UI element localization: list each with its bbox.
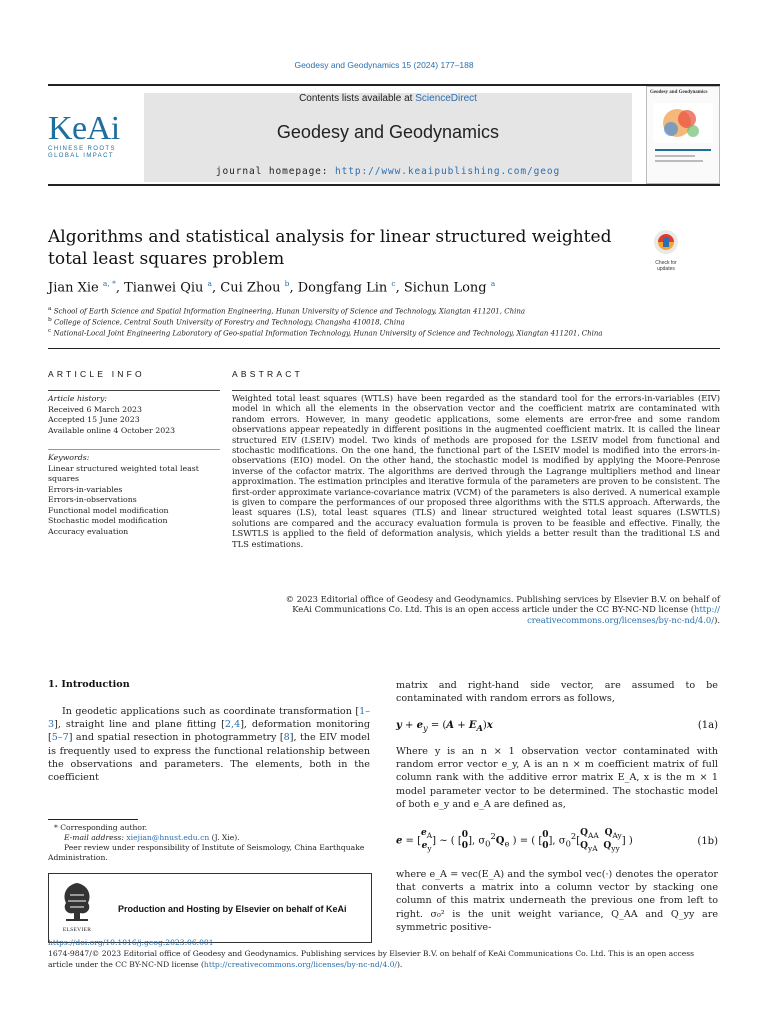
email-link[interactable]: xiejian@hnust.edu.cn [126,833,210,842]
affiliation-mark: a [48,306,52,312]
keyword: squares [48,474,80,483]
author-affiliation-mark[interactable]: c [391,279,396,288]
sciencedirect-link[interactable]: ScienceDirect [415,93,477,104]
copyright-line-1: © 2023 Editorial office of Geodesy and Geodynamics. Publishing services by Elsevier B.V. on behalf of [285,594,720,604]
abstract-heading: ABSTRACT [232,369,303,379]
author-affiliation-mark[interactable]: a [207,279,213,288]
crossmark-label-line2: updates [657,266,675,272]
keywords-rule [48,449,220,450]
article-info-rule [48,390,220,391]
section-rule [48,348,720,349]
affiliation [48,328,603,337]
affiliation-mark: c [48,328,52,334]
intro-text-c: ], deformation monitoring [ [48,719,371,744]
keyword: Errors-in-variables [48,484,123,494]
reference-link[interactable]: 5–7 [51,732,69,744]
issn-license-line [48,949,720,970]
keyword: Functional model modification [48,505,169,515]
keai-logo-tagline-2: GLOBAL IMPACT [48,153,114,159]
reference-link[interactable]: 1–3 [48,706,370,731]
intro-paragraph-right-2: Where y is an n × 1 observation vector contaminated with random error vector e_y, A is an n × m coefficient matrix of full column rank with the additive error matrix E_A, x is the m × 1 model parameter vector to be determined. The stochastic model of both e_y and e_A are defined as, [396,746,718,810]
keyword: Linear structured weighted total least [48,463,199,473]
author-name[interactable]: Tianwei Qiu [124,280,204,296]
equation-number: (1a) [697,720,718,731]
corresponding-author: * Corresponding author. [54,823,148,832]
crossmark-label-line1: Check for [655,260,677,266]
license-link[interactable]: http:// [694,604,720,615]
abstract-rule [232,390,720,391]
reference-link[interactable]: 2,4 [224,719,241,731]
journal-homepage [144,166,632,177]
contents-line [144,93,632,104]
footnotes [48,823,370,863]
elsevier-logo [58,879,96,933]
reference-link[interactable]: 8 [283,732,290,744]
affiliation [48,306,525,315]
equation-number: (1b) [697,836,718,847]
affiliation-text: School of Earth Science and Spatial Information Engineering, Hunan University of Science and Technology, Xiangtan 411201, China [53,307,525,316]
cover-title: Geodesy and Geodynamics [650,90,708,95]
author-list: Jian Xie $^{a, *}$, Tianwei Qiu $^a$, Cui Zhou $^b$, Dongfang Lin $^c$, Sichun Long $^a$ [48,279,496,296]
copyright-end: ). [714,614,720,625]
homepage-prefix: journal homepage: [215,166,336,177]
doi-link[interactable]: https://doi.org/10.1016/j.geog.2023.06.001 [48,938,214,947]
contents-prefix: Contents lists available at [299,93,416,104]
journal-cover-image[interactable] [646,86,720,184]
author-name[interactable]: Dongfang Lin [297,280,388,296]
affiliation-text: National-Local Joint Engineering Laboratory of Geo-spatial Information Technology, Hunan University of Science and Technology, Xiangtan 411201, China [53,329,603,338]
intro-text-d: ] and spatial resection in photogrammetry [ [68,732,284,744]
history-item: Received 6 March 2023 [48,404,142,414]
elsevier-logo-text: ELSEVIER [62,927,92,933]
equation-1a: $y + e_y = (A + E_A)x$ (1a) [396,720,718,733]
history-item: Available online 4 October 2023 [48,425,176,435]
journal-citation[interactable]: Geodesy and Geodynamics 15 (2024) 177–188 [294,60,474,70]
footer-license-link[interactable]: http://creativecommons.org/licenses/by-nc-nd/4.0/ [203,959,397,969]
intro-paragraph-right-3: where e_A = vec(E_A) and the symbol vec(·) denotes the operator that converts a matrix into a column vector by stacking one column of this matrix underneath the previous one from left to right. σ₀² is the unit weight variance, Q_AA and Q_yy are symmetric positive- [396,869,718,933]
keai-logo [48,112,136,160]
author-affiliation-mark[interactable]: a [490,279,496,288]
article-history [48,394,220,436]
author-affiliation-mark[interactable]: b [284,279,290,288]
article-info-heading: ARTICLE INFO [48,369,145,379]
author-name[interactable]: Cui Zhou [220,280,281,296]
issn-end: ). [396,959,403,969]
license-link-cont[interactable]: creativecommons.org/licenses/by-nc-nd/4.0/ [527,614,715,625]
keyword: Errors-in-observations [48,495,137,504]
intro-text-e: ], the EIV model is frequently used to express the functional relationship between the observations and parameters. The elements, both in the coefficient [48,732,370,784]
equation-body: y [396,720,402,731]
keywords-list [48,453,220,537]
header-bottom-rule [48,184,720,186]
author-name[interactable]: Sichun Long [403,280,487,296]
homepage-link[interactable]: http://www.keaipublishing.com/geog [335,166,561,177]
author-name[interactable]: Jian Xie [48,280,99,296]
intro-paragraph [48,705,370,784]
history-label: Article history: [48,394,108,403]
crossmark-icon [646,228,686,256]
copyright-line-2: KeAi Communications Co. Ltd. This is an open access article under the CC BY-NC-ND license ( [292,604,695,615]
affiliation-text: College of Science, Central South University of Forestry and Technology, Changsha 410018, China [53,318,405,327]
history-item: Accepted 15 June 2023 [48,415,140,424]
keai-logo-word: KeAi [48,110,120,147]
abstract-copyright [232,594,720,625]
journal-title: Geodesy and Geodynamics [276,122,500,142]
affiliation [48,317,405,326]
cover-art [647,95,719,175]
intro-text-a: In geodetic applications such as coordinate transformation [ [61,706,360,717]
check-for-updates-button[interactable] [646,228,686,272]
email-suffix: (J. Xie). [209,833,240,842]
paper-title: Algorithms and statistical analysis for linear structured weighted total least squares problem [48,227,612,269]
intro-paragraph-right: matrix and right-hand side vector, are assumed to be contaminated with random errors as follows, [396,680,718,705]
equation-1b [396,828,718,858]
crossmark-label [646,260,686,272]
elsevier-tree-icon [58,879,96,923]
footnote-rule [48,819,138,820]
keai-logo-tagline-1: CHINESE ROOTS [48,146,116,152]
email-label: E-mail address: [64,833,127,842]
keywords-label: Keywords: [48,453,90,462]
author-affiliation-mark[interactable]: a, * [102,279,116,288]
abstract-text: Weighted total least squares (WTLS) have been regarded as the standard tool for the errors-in-variables (EIV) model in which all the elements in the observation vector and the coefficient matrix are contaminated with random errors. However, in many geodetic applications, some elements are error-free and some random observations appear repeatedly in different positions in the augmented coefficient matrix. It is called the linear structured EIV (LSEIV) model. Two kinds of methods are proposed for the LSEIV model from functional and stochastic modifications. On the one hand, the functional part of the LSEIV model is modified into the errors-in-observations (EIO) model. On the other hand, the stochastic model is modified by applying the Moore-Penrose inverse of the cofactor matrix. The algorithms are derived through the Lagrange multipliers method and linear approximation. The estimation principles and iterative formula of the parameters are proven to be consistent. The first-order approximate variance-covariance matrix (VCM) of the parameters is also derived. A numerical example is given to compare the performances of our proposed three algorithms with the STLS approach. Afterwards, the least squares (LS), total least squares (TLS) and linear structured weighted total least squares (LSWTLS) solutions are compared and the accuracy evaluation formula is proven to be feasible and effective. Finally, the LSWTLS is applied to the field of deformation analysis, which yields a better result than the traditional LS and TLS estimations. [232,393,720,549]
peer-review-note: Peer review under responsibility of Institute of Seismology, China Earthquake Administration. [48,843,365,862]
keyword: Stochastic model modification [48,516,168,525]
section-heading-introduction: 1. Introduction [48,679,130,690]
intro-text-b: ], straight line and plane fitting [ [54,719,225,731]
elsevier-production-text: Production and Hosting by Elsevier on behalf of KeAi [118,904,347,914]
issn-text: 1674-9847/© 2023 Editorial office of Geodesy and Geodynamics. Publishing services by Elsevier B.V. on behalf of KeAi Communications Co. Ltd. This is an open access article under the CC BY-NC-ND license ( [48,949,695,969]
affiliation-mark: b [48,317,52,323]
keyword: Accuracy evaluation [48,526,129,536]
header-rule [48,84,720,86]
equation-body: $e = [e_A$ $e_y$] ∼ ( [0 0], $\sigma_0^2Q_e$ ) = ( [0 0], $\sigma_0^2[Q_{AA}$ $Q_{Ay}$ $Q_{yA}$ $Q_{yy}$] ) [396,828,633,853]
